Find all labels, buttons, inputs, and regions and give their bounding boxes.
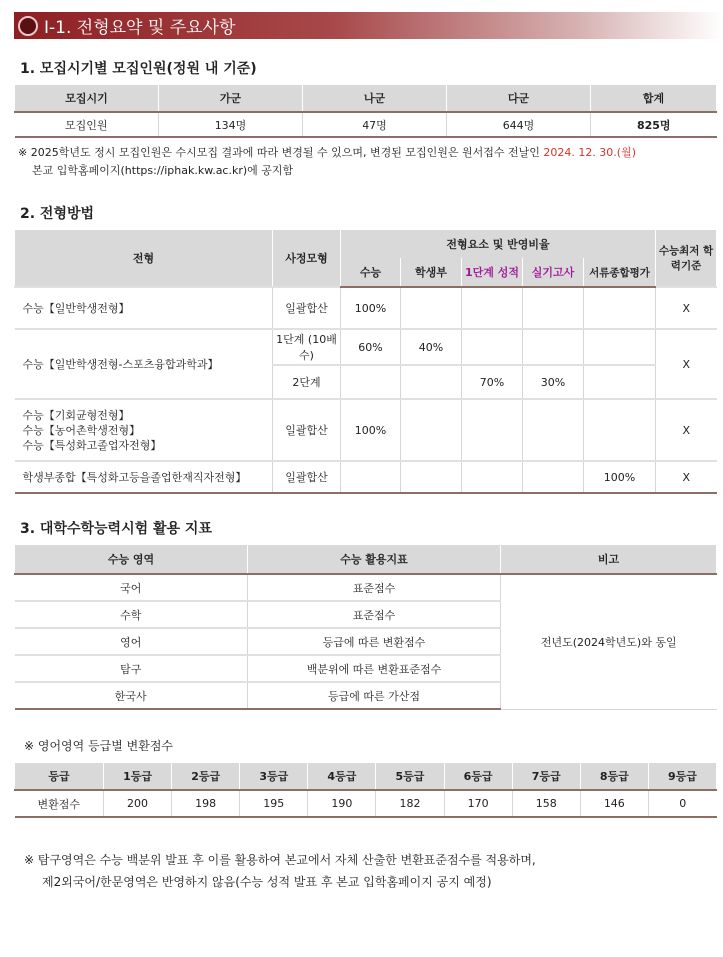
col-header: 3등급 (240, 763, 308, 790)
col-header: 8등급 (580, 763, 648, 790)
cell: 644명 (447, 112, 591, 137)
col-header: 서류종합평가 (584, 258, 656, 287)
cell: 100% (341, 287, 401, 329)
cell: 백분위에 따른 변환표준점수 (248, 655, 501, 682)
cell: X (656, 461, 717, 493)
cell: 등급에 따른 변환점수 (248, 628, 501, 655)
col-header: 6등급 (444, 763, 512, 790)
cell: 200 (104, 790, 172, 817)
university-logo-icon (18, 16, 38, 36)
cell (15, 399, 273, 461)
col-header: 합계 (591, 85, 717, 112)
cell: 198 (172, 790, 240, 817)
col-header: 전형요소 및 반영비율 (341, 230, 656, 258)
cell: 60% (341, 329, 401, 365)
cell: X (656, 287, 717, 329)
col-header: 실기고사 (523, 258, 584, 287)
col-header: 수능 영역 (15, 545, 248, 574)
cell: 2단계 (273, 365, 341, 399)
cell: 195 (240, 790, 308, 817)
cell: 영어 (15, 628, 248, 655)
col-header: 수능 활용지표 (248, 545, 501, 574)
cell: 수능【일반학생전형】 (15, 287, 273, 329)
recruitment-note (18, 144, 636, 180)
cell: 표준점수 (248, 601, 501, 628)
section-header-bar (14, 12, 723, 39)
cell: 100% (341, 399, 401, 461)
remark-cell: 전년도(2024학년도)와 동일 (501, 574, 717, 709)
cell-line: 수능【농어촌학생전형】 (22, 423, 141, 437)
cell: 146 (580, 790, 648, 817)
inquiry-note (24, 849, 536, 893)
cell: X (656, 329, 717, 399)
cell: 0 (648, 790, 716, 817)
col-header: 등급 (15, 763, 104, 790)
cell: 70% (462, 365, 523, 399)
col-header: 수능최저 학력기준 (656, 230, 717, 287)
note-text: 본교 입학홈페이지(https://iphak.kw.ac.kr)에 공지함 (32, 164, 294, 177)
col-header: 전형 (15, 230, 273, 287)
cell: 국어 (15, 574, 248, 601)
cell-line: 수능【특성화고졸업자전형】 (22, 438, 162, 452)
col-header: 7등급 (512, 763, 580, 790)
cell: 일괄합산 (273, 461, 341, 493)
cell: 30% (523, 365, 584, 399)
cell: 학생부종합【특성화고등을졸업한재직자전형】 (15, 461, 273, 493)
cell: 40% (401, 329, 462, 365)
cell: 표준점수 (248, 574, 501, 601)
note-text: ※ 탐구영역은 수능 백분위 발표 후 이를 활용하여 본교에서 자체 산출한 변환표준점수를 적용하며, (24, 853, 536, 867)
cell: X (656, 399, 717, 461)
cell: 170 (444, 790, 512, 817)
col-header: 학생부 (401, 258, 462, 287)
section-3-title: 3. 대학수학능력시험 활용 지표 (20, 521, 212, 537)
total-cell: 825명 (591, 112, 717, 137)
col-header: 9등급 (648, 763, 716, 790)
col-header: 5등급 (376, 763, 444, 790)
admission-method-table (14, 230, 717, 494)
cell: 190 (308, 790, 376, 817)
col-header: 1등급 (104, 763, 172, 790)
english-grade-title: ※ 영어영역 등급별 변환점수 (24, 739, 174, 753)
cell: 모집인원 (15, 112, 159, 137)
cell: 탐구 (15, 655, 248, 682)
col-header: 2등급 (172, 763, 240, 790)
cell: 일괄합산 (273, 287, 341, 329)
cell: 47명 (303, 112, 447, 137)
cell: 등급에 따른 가산점 (248, 682, 501, 709)
cell: 수학 (15, 601, 248, 628)
col-header: 가군 (159, 85, 303, 112)
section-1-title: 1. 모집시기별 모집인원(정원 내 기준) (20, 61, 257, 77)
note-text: ※ 2025학년도 정시 모집인원은 수시모집 결과에 따라 변경될 수 있으며, 변경된 모집인원은 원서접수 전날인 (18, 146, 544, 159)
english-score-table (14, 763, 717, 818)
col-header: 다군 (447, 85, 591, 112)
cell: 134명 (159, 112, 303, 137)
cell: 158 (512, 790, 580, 817)
col-header: 나군 (303, 85, 447, 112)
col-header: 4등급 (308, 763, 376, 790)
cell: 1단계 (10배수) (273, 329, 341, 365)
cell: 한국사 (15, 682, 248, 709)
cell: 수능【일반학생전형-스포츠융합과학과】 (15, 329, 273, 399)
col-header: 비고 (501, 545, 717, 574)
cell: 일괄합산 (273, 399, 341, 461)
cell: 변환점수 (15, 790, 104, 817)
cell: 100% (584, 461, 656, 493)
note-text: 제2외국어/한문영역은 반영하지 않음(수능 성적 발표 후 본교 입학홈페이지 공지 예정) (42, 875, 492, 889)
cell: 182 (376, 790, 444, 817)
page-title: Ⅰ-1. 전형요약 및 주요사항 (44, 18, 236, 38)
note-date: 2024. 12. 30.(월) (543, 146, 637, 159)
recruitment-table (14, 85, 717, 138)
col-header: 사정모형 (273, 230, 341, 287)
csat-index-table (14, 545, 717, 710)
col-header: 모집시기 (15, 85, 159, 112)
cell-line: 수능【기회균형전형】 (22, 408, 130, 422)
col-header: 1단계 성적 (462, 258, 523, 287)
col-header: 수능 (341, 258, 401, 287)
section-2-title: 2. 전형방법 (20, 206, 95, 222)
